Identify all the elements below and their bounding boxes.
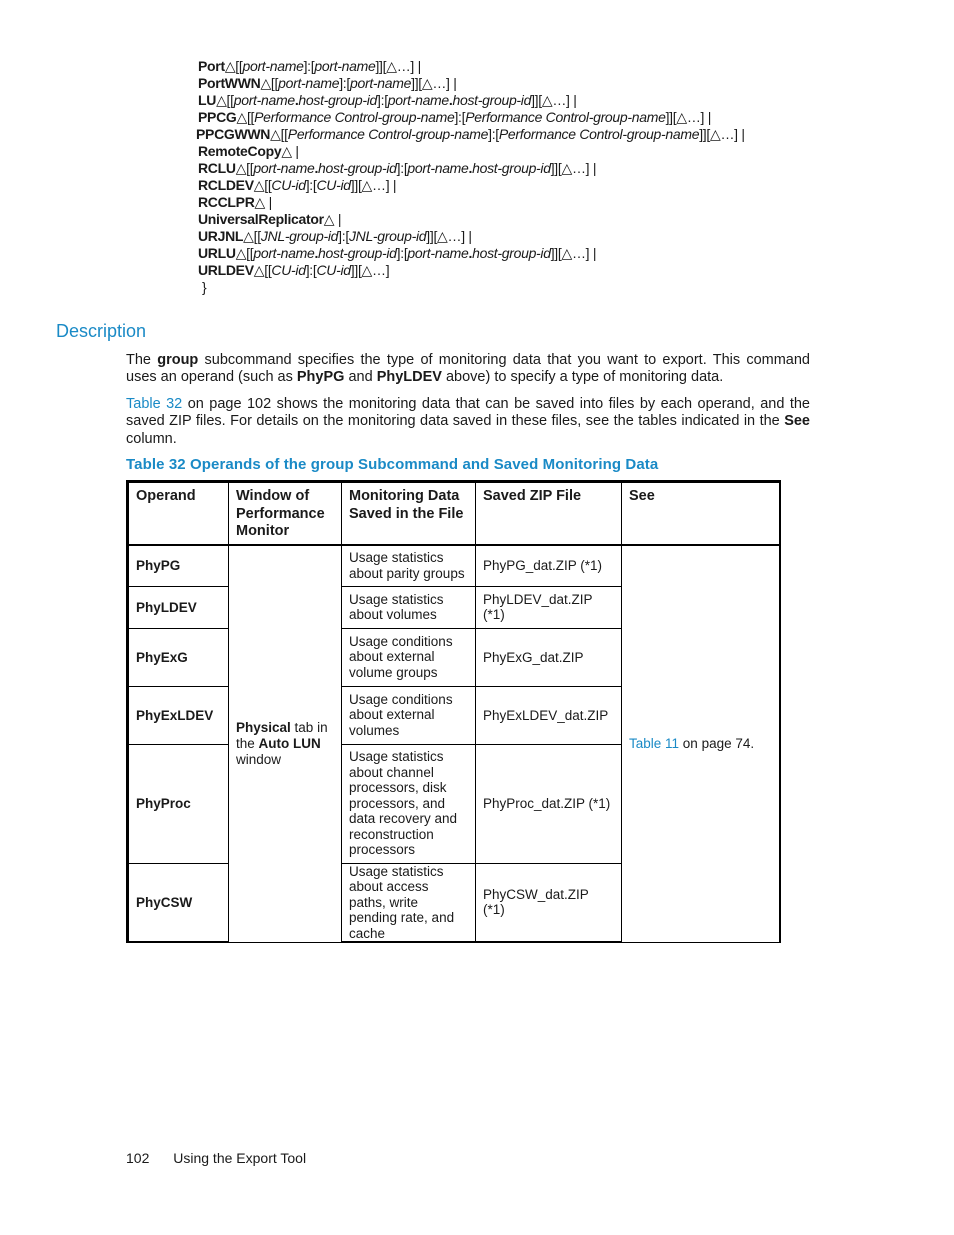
syntax-line-rclu: RCLU△[[port-name.host-group-id]:[port-name.host-group-id]][△…] |	[198, 160, 597, 176]
zip-file-cell: PhyProc_dat.ZIP (*1)	[476, 744, 622, 863]
header-see: See	[622, 482, 780, 546]
table-header-row	[128, 482, 780, 546]
operand-cell: PhyExLDEV	[128, 686, 229, 744]
description-paragraph: The group subcommand specifies the type of monitoring data that you want to export. This command uses an operand (such as PhyPG and PhyLDEV above) to specify a type of monitoring data.	[126, 352, 810, 386]
monitoring-data-cell: Usage conditions about external volume groups	[342, 628, 476, 686]
syntax-line-remotecopy: RemoteCopy△ |	[198, 143, 299, 159]
zip-file-cell: PhyPG_dat.ZIP (*1)	[476, 545, 622, 586]
operand-cell: PhyExG	[128, 628, 229, 686]
syntax-line-portwwn: PortWWN△[[port-name]:[port-name]][△…] |	[198, 75, 457, 91]
monitoring-data-cell: Usage statistics about parity groups	[342, 545, 476, 586]
operand-cell: PhyProc	[128, 744, 229, 863]
syntax-line-ppcg: PPCG△[[Performance Control-group-name]:[Performance Control-group-name]][△…] |	[198, 109, 712, 125]
chapter-title: Using the Export Tool	[173, 1150, 307, 1166]
header-monitoring-data: Monitoring Data Saved in the File	[342, 482, 476, 546]
section-heading: Description	[56, 321, 147, 341]
zip-file-cell: PhyExLDEV_dat.ZIP	[476, 686, 622, 744]
zip-file-cell: PhyExG_dat.ZIP	[476, 628, 622, 686]
operands-table	[126, 480, 781, 943]
syntax-close-brace: }	[202, 279, 207, 295]
syntax-line-urldev: URLDEV△[[CU-id]:[CU-id]][△…]	[198, 262, 390, 278]
operand-cell: PhyLDEV	[128, 586, 229, 628]
zip-file-cell: PhyLDEV_dat.ZIP (*1)	[476, 586, 622, 628]
zip-file-cell: PhyCSW_dat.ZIP (*1)	[476, 863, 622, 942]
operand-cell: PhyPG	[128, 545, 229, 586]
window-cell: Physical tab in the Auto LUN window	[229, 545, 342, 942]
syntax-line-port: Port△[[port-name]:[port-name]][△…] |	[198, 58, 421, 74]
syntax-line-rcclpr: RCCLPR△ |	[198, 194, 272, 210]
header-saved-zip: Saved ZIP File	[476, 482, 622, 546]
table-11-link[interactable]: Table 11	[629, 736, 680, 752]
monitoring-data-cell: Usage statistics about access paths, write pending rate, and cache	[342, 863, 476, 942]
syntax-line-lu: LU△[[port-name.host-group-id]:[port-name.host-group-id]][△…] |	[198, 92, 577, 108]
header-window: Window of Performance Monitor	[229, 482, 342, 546]
header-operand: Operand	[128, 482, 229, 546]
syntax-line-rcldev: RCLDEV△[[CU-id]:[CU-id]][△…] |	[198, 177, 397, 193]
monitoring-data-cell: Usage statistics about volumes	[342, 586, 476, 628]
syntax-line-universalreplicator: UniversalReplicator△ |	[198, 211, 342, 227]
syntax-line-ppcgwwn: PPCGWWN△[[Performance Control-group-name]:[Performance Control-group-name]][△…] |	[196, 126, 745, 142]
operand-cell: PhyCSW	[128, 863, 229, 942]
table-reference-paragraph: Table 32 on page 102 shows the monitoring data that can be saved into files by each operand, and the saved ZIP files. For details on the monitoring data saved in these files, see the tables indicated in the See column.	[126, 396, 810, 447]
table-row	[128, 545, 780, 586]
monitoring-data-cell: Usage conditions about external volumes	[342, 686, 476, 744]
table-caption: Table 32 Operands of the group Subcommand and Saved Monitoring Data	[126, 456, 659, 473]
see-cell: Table 11 on page 74.	[622, 545, 780, 942]
command-syntax	[198, 58, 745, 296]
table-32-link[interactable]: Table 32	[126, 396, 183, 412]
page-number: 102	[126, 1150, 150, 1166]
syntax-line-urlu: URLU△[[port-name.host-group-id]:[port-name.host-group-id]][△…] |	[198, 245, 597, 261]
syntax-line-urjnl: URJNL△[[JNL-group-id]:[JNL-group-id]][△…] |	[198, 228, 472, 244]
page-footer	[126, 1150, 306, 1166]
monitoring-data-cell: Usage statistics about channel processors, disk processors, and data recovery and reconstruction processors	[342, 744, 476, 863]
